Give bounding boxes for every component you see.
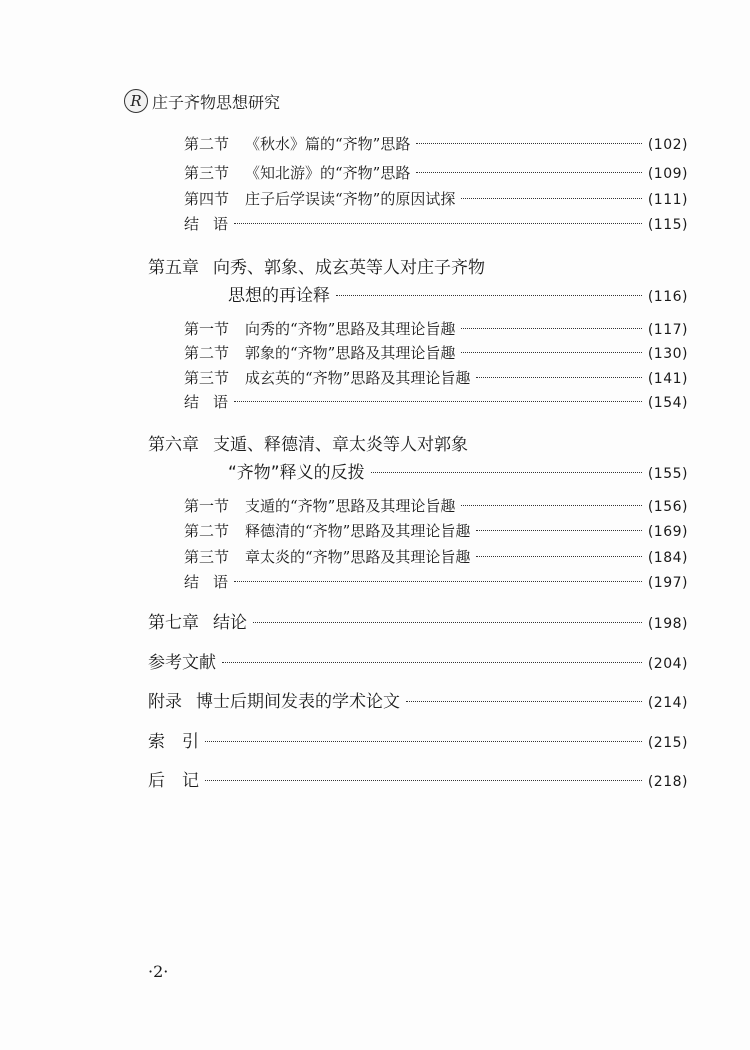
toc-entry[interactable] bbox=[184, 546, 688, 567]
toc-entry[interactable] bbox=[184, 495, 688, 516]
page-number: (117) bbox=[647, 322, 688, 338]
toc-entry[interactable] bbox=[228, 458, 688, 483]
section-title: 语 bbox=[213, 573, 229, 591]
toc-entry[interactable] bbox=[148, 608, 688, 633]
page-number: (155) bbox=[647, 466, 688, 482]
book-logo-icon: R bbox=[124, 89, 148, 113]
entry-label bbox=[148, 648, 216, 673]
dot-leader bbox=[416, 143, 641, 144]
chapter-title-continued: “齐物”释义的反拨 bbox=[228, 463, 365, 483]
dot-leader bbox=[336, 295, 642, 296]
page-number: (156) bbox=[647, 499, 688, 515]
section-number: 第四节 bbox=[184, 190, 230, 208]
chapter-title: 博士后期间发表的学术论文 bbox=[196, 692, 400, 712]
page-number: (111) bbox=[647, 192, 688, 208]
page-number: (154) bbox=[647, 395, 688, 411]
section-number: 结 bbox=[184, 215, 214, 233]
entry-label bbox=[184, 367, 470, 388]
page-number: (204) bbox=[647, 656, 688, 672]
dot-leader bbox=[476, 377, 641, 378]
entry-label bbox=[184, 391, 228, 412]
page-number: (197) bbox=[647, 575, 688, 591]
chapter-title: 后 记 bbox=[148, 771, 199, 791]
entry-label bbox=[184, 546, 470, 567]
dot-leader bbox=[205, 780, 642, 781]
dot-leader bbox=[461, 352, 641, 353]
toc-entry[interactable] bbox=[148, 727, 688, 752]
book-title: 庄子齐物思想研究 bbox=[152, 92, 281, 112]
dot-leader bbox=[234, 401, 642, 402]
section-title: 释德清的“齐物”思路及其理论旨趣 bbox=[245, 522, 471, 540]
chapter-heading bbox=[148, 430, 468, 455]
page-number: (215) bbox=[647, 735, 688, 751]
toc-entry[interactable] bbox=[184, 391, 688, 412]
dot-leader bbox=[253, 622, 642, 623]
page-number: (184) bbox=[647, 550, 688, 566]
toc-entry[interactable] bbox=[184, 162, 688, 183]
section-title: 成玄英的“齐物”思路及其理论旨趣 bbox=[245, 369, 471, 387]
entry-label bbox=[184, 520, 470, 541]
toc-entry[interactable] bbox=[184, 342, 688, 363]
toc-entry[interactable] bbox=[184, 571, 688, 592]
toc-entry[interactable] bbox=[184, 213, 688, 234]
section-title: 语 bbox=[213, 393, 229, 411]
section-title: 语 bbox=[213, 215, 229, 233]
dot-leader bbox=[205, 741, 642, 742]
section-title: 庄子后学误读“齐物”的原因试探 bbox=[245, 190, 456, 208]
section-number: 第二节 bbox=[184, 522, 230, 540]
entry-label bbox=[184, 213, 228, 234]
dot-leader bbox=[234, 223, 642, 224]
entry-label bbox=[148, 766, 199, 791]
section-title: 郭象的“齐物”思路及其理论旨趣 bbox=[245, 344, 456, 362]
section-title: 向秀的“齐物”思路及其理论旨趣 bbox=[245, 320, 456, 338]
chapter-title: 参考文献 bbox=[148, 653, 216, 673]
page-number: (169) bbox=[647, 524, 688, 540]
entry-label bbox=[184, 318, 455, 339]
chapter-title: 向秀、郭象、成玄英等人对庄子齐物 bbox=[213, 258, 485, 278]
section-number: 第三节 bbox=[184, 164, 230, 182]
dot-leader bbox=[406, 701, 642, 702]
section-title: 支遁的“齐物”思路及其理论旨趣 bbox=[245, 497, 456, 515]
chapter-number: 第六章 bbox=[148, 435, 199, 455]
toc-entry[interactable] bbox=[228, 281, 688, 306]
entry-label bbox=[148, 727, 199, 752]
chapter-heading bbox=[148, 253, 485, 278]
dot-leader bbox=[461, 328, 641, 329]
section-number: 第一节 bbox=[184, 497, 230, 515]
page-number: (141) bbox=[647, 371, 688, 387]
page-number: (116) bbox=[647, 289, 688, 305]
dot-leader bbox=[234, 581, 642, 582]
chapter-title: 支遁、释德清、章太炎等人对郭象 bbox=[213, 435, 468, 455]
toc-entry[interactable] bbox=[184, 133, 688, 154]
entry-label bbox=[184, 188, 455, 209]
dot-leader bbox=[461, 505, 641, 506]
toc-entry[interactable] bbox=[148, 766, 688, 791]
toc-entry[interactable] bbox=[148, 648, 688, 673]
page-number: (109) bbox=[647, 166, 688, 182]
page-footer-number: ·2· bbox=[148, 962, 169, 981]
section-title: 《知北游》的“齐物”思路 bbox=[245, 164, 411, 182]
section-number: 第三节 bbox=[184, 548, 230, 566]
chapter-number: 第五章 bbox=[148, 258, 199, 278]
page-number: (218) bbox=[647, 774, 688, 790]
entry-label bbox=[184, 133, 410, 154]
section-number: 第一节 bbox=[184, 320, 230, 338]
page-number: (130) bbox=[647, 346, 688, 362]
toc-entry[interactable] bbox=[184, 188, 688, 209]
dot-leader bbox=[476, 530, 641, 531]
section-title: 章太炎的“齐物”思路及其理论旨趣 bbox=[245, 548, 471, 566]
entry-label bbox=[148, 608, 247, 633]
section-number: 结 bbox=[184, 573, 214, 591]
toc-entry[interactable] bbox=[184, 520, 688, 541]
dot-leader bbox=[416, 172, 641, 173]
page-number: (102) bbox=[647, 137, 688, 153]
entry-label bbox=[148, 687, 400, 712]
dot-leader bbox=[476, 556, 641, 557]
section-number: 第三节 bbox=[184, 369, 230, 387]
entry-label bbox=[184, 162, 410, 183]
page-number: (198) bbox=[647, 616, 688, 632]
section-number: 第二节 bbox=[184, 135, 230, 153]
page-number: (214) bbox=[647, 695, 688, 711]
dot-leader bbox=[371, 472, 642, 473]
chapter-title: 结论 bbox=[213, 613, 247, 633]
entry-label bbox=[184, 342, 455, 363]
chapter-title-continued: 思想的再诠释 bbox=[228, 286, 330, 306]
section-title: 《秋水》篇的“齐物”思路 bbox=[245, 135, 411, 153]
toc-entry[interactable] bbox=[184, 367, 688, 388]
toc-entry[interactable] bbox=[148, 687, 688, 712]
chapter-number: 第七章 bbox=[148, 613, 199, 633]
toc-entry[interactable] bbox=[184, 318, 688, 339]
entry-label bbox=[184, 495, 455, 516]
page-number: (115) bbox=[647, 217, 688, 233]
chapter-title: 索 引 bbox=[148, 732, 199, 752]
running-header bbox=[124, 86, 280, 116]
dot-leader bbox=[461, 198, 641, 199]
dot-leader bbox=[222, 662, 642, 663]
section-number: 结 bbox=[184, 393, 214, 411]
section-number: 第二节 bbox=[184, 344, 230, 362]
entry-label bbox=[184, 571, 228, 592]
chapter-number: 附录 bbox=[148, 692, 182, 712]
